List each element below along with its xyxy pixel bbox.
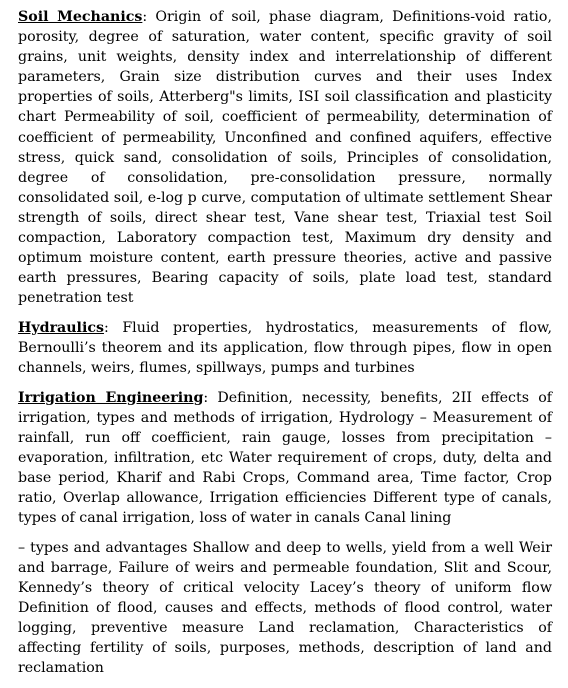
syllabus-document — [18, 7, 552, 688]
hydraulics-text: : Fluid properties, hydrostatics, measurements of flow, Bernoulli’s theorem and its application, flow through pipes, flow in open channels, weirs, flumes, spillways, pumps and turbines — [18, 319, 552, 377]
soil-mechanics-paragraph — [18, 7, 552, 308]
irrigation-engineering-text: : Definition, necessity, benefits, 2II effects of irrigation, types and methods of irrigation, Hydrology – Measurement of rainfall, run off coefficient, rain gauge, losses from precipitation – evaporation, infiltration, etc Water requirement of crops, duty, delta and base period, Kharif and Rabi Crops, Command area, Time factor, Crop ratio, Overlap allowance, Irrigation efficiencies Different type of canals, types of canal irrigation, loss of water in canals Canal lining — [18, 389, 553, 527]
irrigation-engineering-paragraph — [18, 388, 552, 529]
soil-mechanics-text: : Origin of soil, phase diagram, Definitions-void ratio, porosity, degree of saturation, water content, specific gravity of soil grains, unit weights, density index and interrelationship of different parameters, Grain size distribution curves and their uses Index properties of soils, Atterberg"s limits, ISI soil classification and plasticity chart Permeability of soil, coefficient of permeability, determination of coefficient of permeability, Unconfined and confined aquifers, effective stress, quick sand, consolidation of soils, Principles of consolidation, degree of consolidation, pre-consolidation pressure, normally consolidated soil, e-log p curve, computation of ultimate settlement Shear strength of soils, direct shear test, Vane shear test, Triaxial test Soil compaction, Laboratory compaction test, Maximum dry density and optimum moisture content, earth pressure theories, active and passive earth pressures, Bearing capacity of soils, plate load test, standard penetration test — [18, 9, 552, 307]
hydraulics-heading: Hydraulics — [18, 319, 104, 336]
canal-lining-continuation-paragraph — [18, 538, 552, 679]
soil-mechanics-heading: Soil Mechanics — [18, 9, 143, 25]
irrigation-engineering-heading: Irrigation Engineering — [18, 389, 204, 406]
hydraulics-paragraph — [18, 318, 552, 378]
canal-lining-continuation-text: – types and advantages Shallow and deep to wells, yield from a well Weir and barrage, Failure of weirs and permeable foundation, Slit and Scour, Kennedy’s theory of critical velocity Lacey’s theory of uniform flow Definition of flood, causes and effects, methods of flood control, water logging, preventive measure Land reclamation, Characteristics of affecting fertility of soils, purposes, methods, description of land and reclamation — [18, 539, 552, 677]
